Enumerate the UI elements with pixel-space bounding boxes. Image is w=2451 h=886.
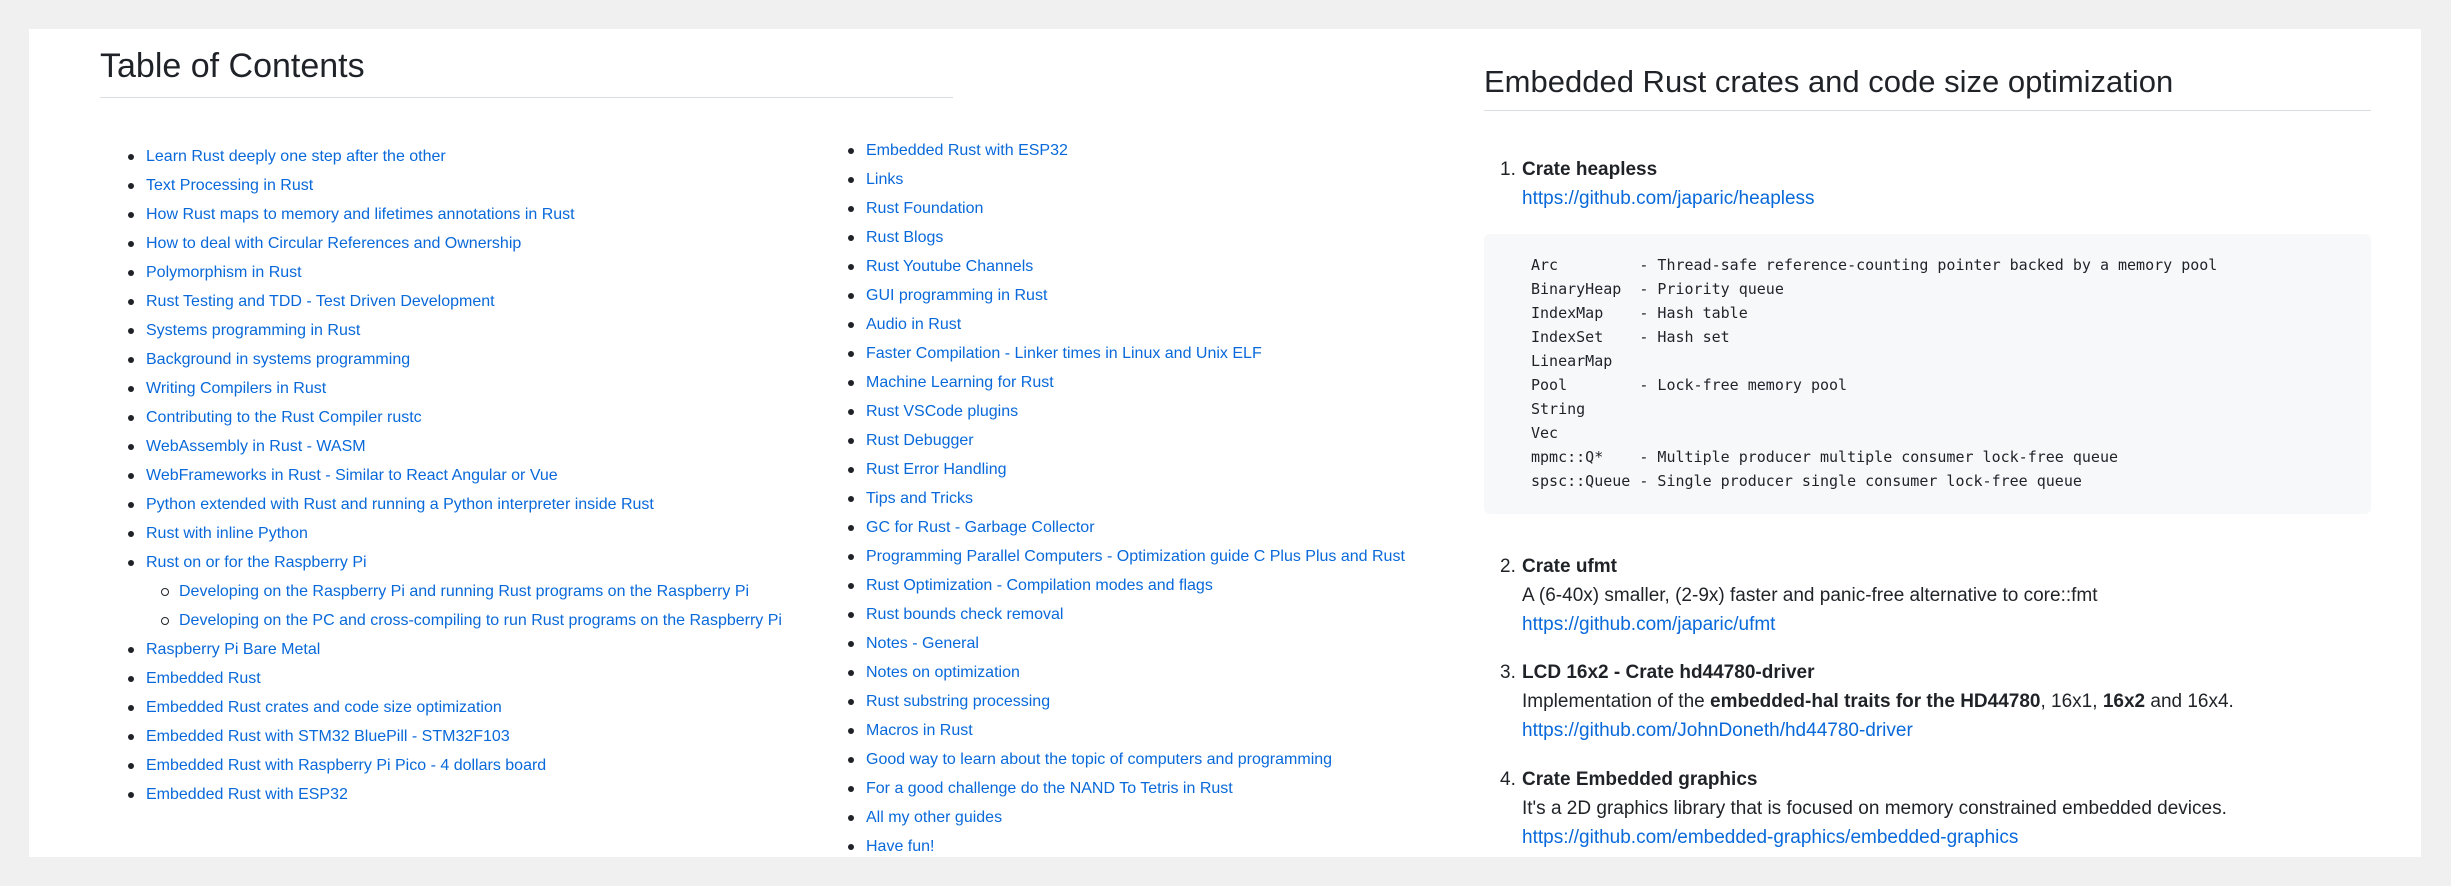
toc-link[interactable]: Links [866,171,904,188]
toc-link[interactable]: Rust substring processing [866,693,1051,710]
toc-item [113,287,782,316]
toc-link[interactable]: GC for Rust - Garbage Collector [866,519,1095,536]
toc-item [113,229,782,258]
toc-link[interactable]: Faster Compilation - Linker times in Linux and Unix ELF [866,345,1262,362]
toc-item [113,171,782,200]
section-title: Embedded Rust crates and code size optimization [1484,62,2371,111]
toc-item [113,693,782,722]
toc-item [113,142,782,171]
code-line: BinaryHeap - Priority queue [1531,280,1784,298]
toc-link[interactable]: Writing Compilers in Rust [146,380,327,397]
toc-item [833,252,1405,281]
toc-link[interactable]: Rust on or for the Raspberry Pi [146,554,367,571]
toc-link[interactable]: Rust Optimization - Compilation modes and flags [866,577,1213,594]
heapless-link[interactable]: https://github.com/japaric/heapless [1522,188,1815,209]
toc-item [833,223,1405,252]
code-line: mpmc::Q* - Multiple producer multiple consumer lock-free queue [1531,448,2118,466]
section-content [1484,62,2371,848]
toc-link[interactable]: GUI programming in Rust [866,287,1048,304]
toc-item [833,455,1405,484]
toc-link[interactable]: Text Processing in Rust [146,177,314,194]
toc-link[interactable]: Tips and Tricks [866,490,973,507]
toc-subitem [146,606,782,635]
code-line: Pool - Lock-free memory pool [1531,376,1848,394]
toc-item [113,432,782,461]
toc-link[interactable]: Rust Blogs [866,229,944,246]
code-line: String [1531,400,1586,418]
toc-link[interactable]: Python extended with Rust and running a Python interpreter inside Rust [146,496,654,513]
toc-item [833,194,1405,223]
embedded-graphics-link[interactable]: https://github.com/embedded-graphics/embedded-graphics [1522,827,2019,848]
toc-link[interactable]: Embedded Rust with ESP32 [866,142,1068,159]
toc-link[interactable]: Embedded Rust crates and code size optimization [146,699,502,716]
item-description: A (6-40x) smaller, (2-9x) faster and panic-free alternative to core::fmt [1522,585,2098,606]
toc-item [833,484,1405,513]
toc-item [113,780,782,809]
item-description [1522,687,2371,716]
toc-item [113,548,782,635]
toc-link[interactable]: Rust VSCode plugins [866,403,1019,420]
toc-divider [100,97,953,98]
toc-item [833,629,1405,658]
toc-link[interactable]: Rust Foundation [866,200,984,217]
toc-item [113,664,782,693]
toc-item [113,722,782,751]
toc-item [833,745,1405,774]
desc-text: , 16x1, [2040,691,2103,712]
ufmt-link[interactable]: https://github.com/japaric/ufmt [1522,614,1776,635]
toc-link[interactable]: Rust Youtube Channels [866,258,1034,275]
toc-item [833,368,1405,397]
item-title: Crate heapless [1522,159,1658,180]
toc-link[interactable]: Embedded Rust with Raspberry Pi Pico - 4 dollars board [146,757,547,774]
toc-item [833,658,1405,687]
item-title: Crate Embedded graphics [1522,769,1758,790]
toc-item [833,165,1405,194]
desc-text: Implementation of the [1522,691,1710,712]
toc-link[interactable]: Rust bounds check removal [866,606,1064,623]
code-line: IndexSet - Hash set [1531,328,1730,346]
toc-item [113,374,782,403]
toc-item [113,461,782,490]
toc-link[interactable]: Rust Testing and TDD - Test Driven Development [146,293,495,310]
toc-item [113,519,782,548]
toc-item [833,774,1405,803]
toc-item [833,426,1405,455]
toc-item [113,258,782,287]
toc-link[interactable]: Background in systems programming [146,351,411,368]
toc-item [113,403,782,432]
hd44780-link[interactable]: https://github.com/JohnDoneth/hd44780-driver [1522,720,1913,741]
toc-sublist [146,577,782,635]
toc-title: Table of Contents [100,47,365,85]
toc-item [833,687,1405,716]
toc-link[interactable]: Rust with inline Python [146,525,308,542]
item-number: 2. [1500,556,1516,577]
toc-item [833,716,1405,745]
toc-item [833,281,1405,310]
toc-link[interactable]: WebAssembly in Rust - WASM [146,438,366,455]
item-number: 4. [1500,769,1516,790]
toc-link[interactable]: How Rust maps to memory and lifetimes annotations in Rust [146,206,575,223]
toc-item [833,542,1405,571]
desc-text: and 16x4. [2145,691,2234,712]
item-description: It's a 2D graphics library that is focused on memory constrained embedded devices. [1522,798,2227,819]
toc-item [113,490,782,519]
desc-bold-text: 16x2 [2102,691,2146,712]
toc-item [833,397,1405,426]
toc-link[interactable]: Learn Rust deeply one step after the other [146,148,446,165]
item-title: LCD 16x2 - Crate hd44780-driver [1522,662,1815,683]
toc-link[interactable]: Good way to learn about the topic of computers and programming [866,751,1333,768]
code-line: IndexMap - Hash table [1531,304,1748,322]
toc-link[interactable]: Embedded Rust with ESP32 [146,786,348,803]
code-line: Arc - Thread-safe reference-counting pointer backed by a memory pool [1531,256,2218,274]
code-block [1484,234,2371,514]
toc-item [833,310,1405,339]
toc-sublink[interactable]: Developing on the PC and cross-compiling to run Rust programs on the Raspberry Pi [179,612,782,629]
toc-item [113,316,782,345]
toc-item [833,136,1405,165]
toc-link[interactable]: Systems programming in Rust [146,322,361,339]
toc-link[interactable]: Rust Error Handling [866,461,1007,478]
toc-subitem [146,577,782,606]
toc-item [113,345,782,374]
toc-item [833,571,1405,600]
toc-item [833,513,1405,542]
toc-link[interactable]: Notes on optimization [866,664,1020,681]
code-line: LinearMap [1531,352,1613,370]
code-line: spsc::Queue - Single producer single consumer lock-free queue [1531,472,2082,490]
page-content [29,29,2421,857]
toc-item [833,832,1405,861]
toc-link[interactable]: Embedded Rust with STM32 BluePill - STM32F103 [146,728,510,745]
toc-link[interactable]: Contributing to the Rust Compiler rustc [146,409,422,426]
toc-item [113,635,782,664]
toc-list-left [113,142,782,809]
toc-link[interactable]: Have fun! [866,838,935,855]
toc-link[interactable]: How to deal with Circular References and Ownership [146,235,522,252]
toc-item [833,803,1405,832]
toc-sublink[interactable]: Developing on the Raspberry Pi and running Rust programs on the Raspberry Pi [179,583,750,600]
toc-link[interactable]: Macros in Rust [866,722,973,739]
toc-link[interactable]: All my other guides [866,809,1003,826]
item-title: Crate ufmt [1522,556,1618,577]
toc-item [833,339,1405,368]
toc-item [113,751,782,780]
toc-link[interactable]: Audio in Rust [866,316,962,333]
toc-item [833,600,1405,629]
toc-item [113,200,782,229]
item-number: 1. [1500,159,1516,180]
item-number: 3. [1500,662,1516,683]
toc-link[interactable]: WebFrameworks in Rust - Similar to React Angular or Vue [146,467,558,484]
toc-link[interactable]: For a good challenge do the NAND To Tetris in Rust [866,780,1233,797]
code-line: Vec [1531,424,1559,442]
toc-link[interactable]: Programming Parallel Computers - Optimization guide C Plus Plus and Rust [866,548,1405,565]
toc-link[interactable]: Machine Learning for Rust [866,374,1054,391]
toc-link[interactable]: Notes - General [866,635,979,652]
toc-link[interactable]: Polymorphism in Rust [146,264,302,281]
toc-link[interactable]: Embedded Rust [146,670,261,687]
desc-bold-text: embedded-hal traits for the HD44780 [1710,691,2041,712]
toc-link[interactable]: Rust Debugger [866,432,974,449]
toc-list-right [833,136,1405,861]
toc-link[interactable]: Raspberry Pi Bare Metal [146,641,321,658]
